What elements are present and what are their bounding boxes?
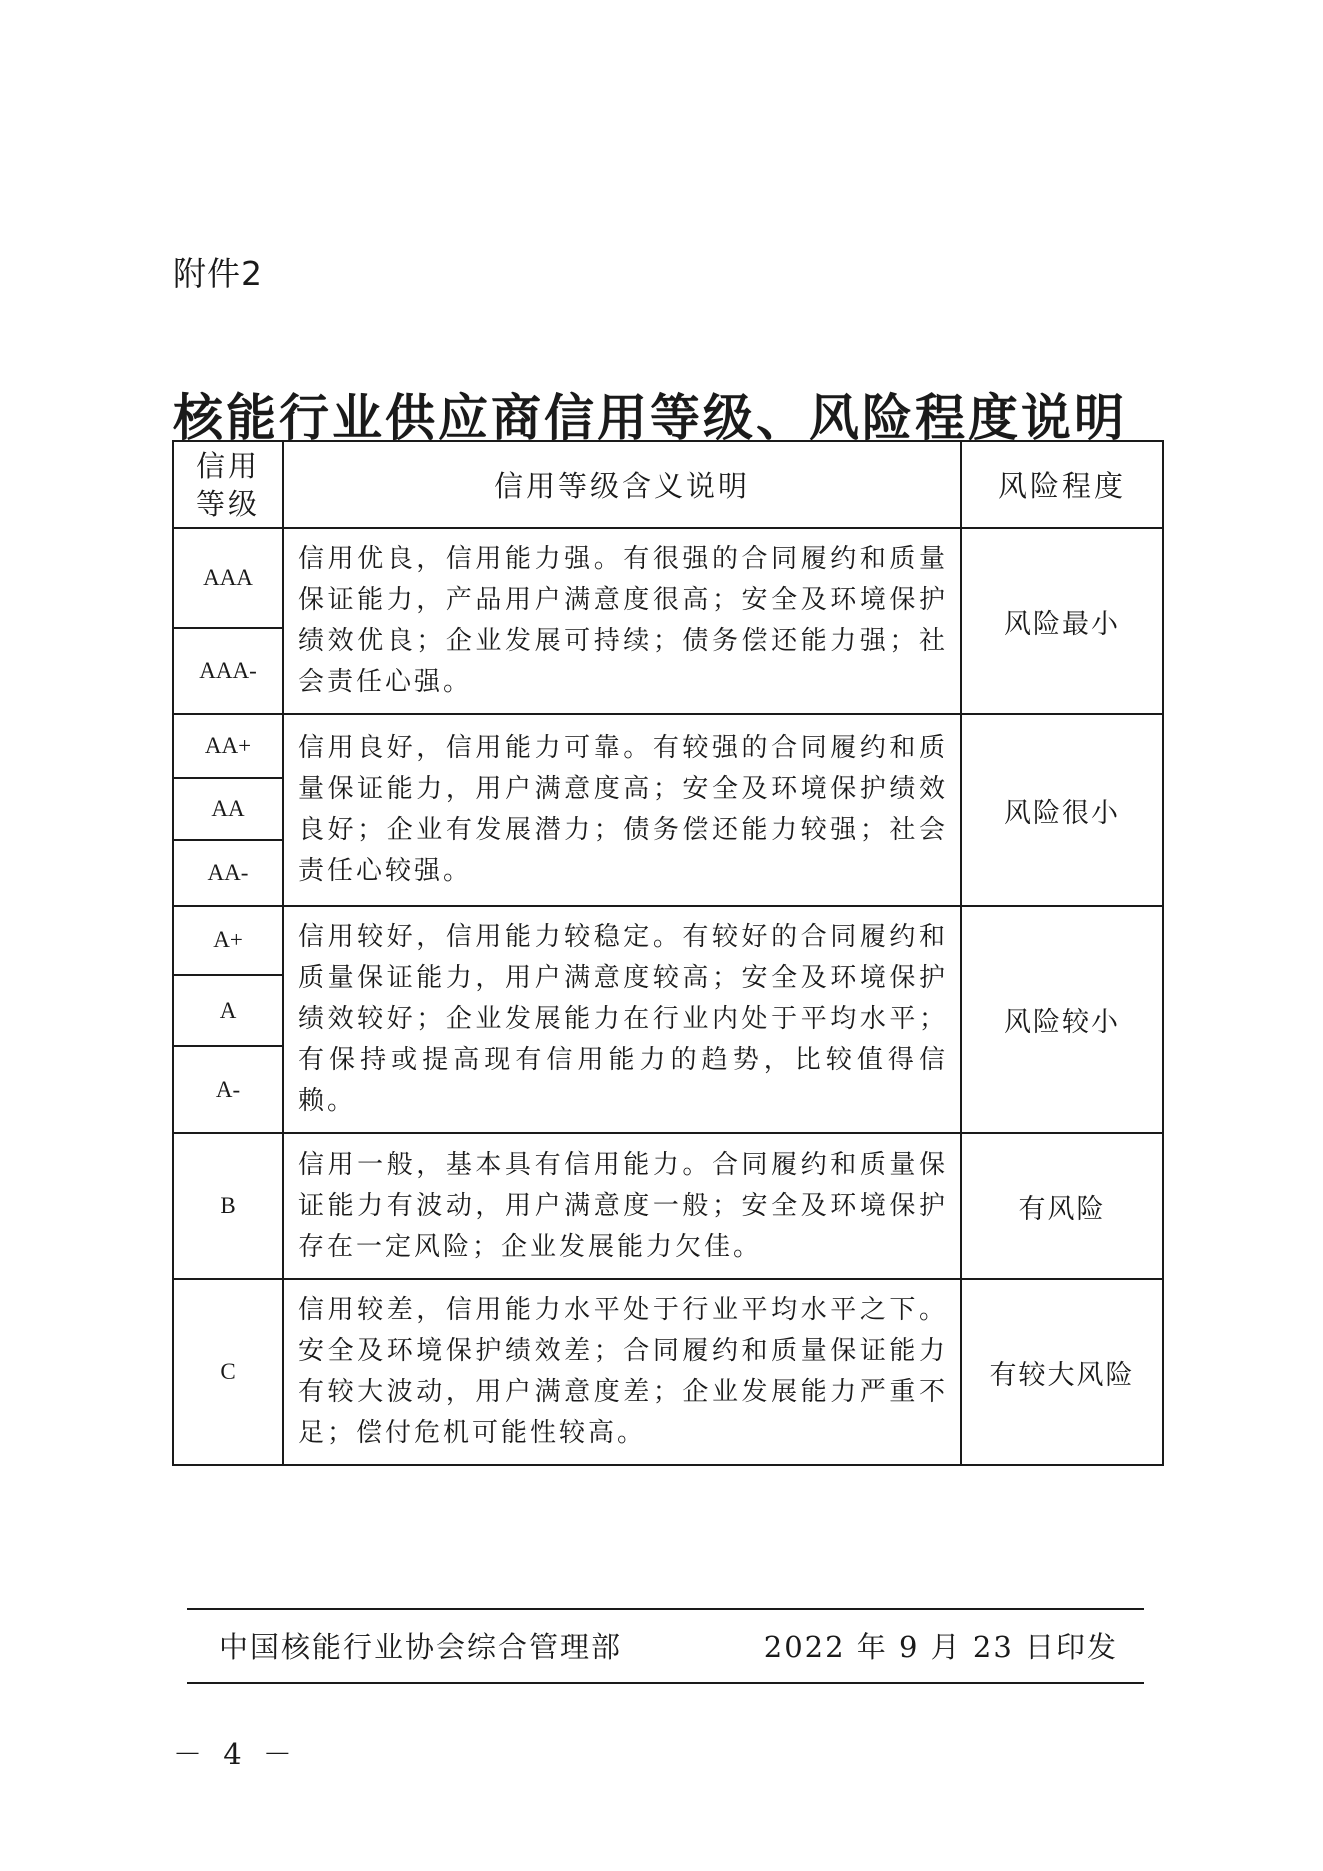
risk-cell: 风险很小 — [961, 714, 1163, 906]
header-description: 信用等级含义说明 — [283, 441, 961, 528]
grade-cell: A — [173, 975, 283, 1046]
risk-cell: 风险较小 — [961, 906, 1163, 1133]
grade-cell: AA+ — [173, 714, 283, 778]
grade-cell: A- — [173, 1046, 283, 1133]
grade-cell: AA — [173, 778, 283, 840]
document-title: 核能行业供应商信用等级、风险程度说明 — [173, 389, 1127, 447]
footer-bottom-rule — [187, 1682, 1144, 1684]
grade-cell: AAA- — [173, 628, 283, 714]
header-grade: 信用 等级 — [173, 441, 283, 528]
description-cell: 信用一般，基本具有信用能力。合同履约和质量保证能力有波动，用户满意度一般；安全及环境保护存在一定风险；企业发展能力欠佳。 — [283, 1133, 961, 1279]
grade-cell: A+ — [173, 906, 283, 975]
grade-cell: C — [173, 1279, 283, 1465]
table-header-row — [173, 441, 1163, 528]
description-cell: 信用优良，信用能力强。有很强的合同履约和质量保证能力，产品用户满意度很高；安全及环境保护绩效优良；企业发展可持续；债务偿还能力强；社会责任心强。 — [283, 528, 961, 714]
table-row — [173, 1279, 1163, 1465]
table-row — [173, 1133, 1163, 1279]
description-cell: 信用良好，信用能力可靠。有较强的合同履约和质量保证能力，用户满意度高；安全及环境保护绩效良好；企业有发展潜力；债务偿还能力较强；社会责任心较强。 — [283, 714, 961, 906]
footer-issuer: 中国核能行业协会综合管理部 — [219, 1630, 623, 1664]
header-risk: 风险程度 — [961, 441, 1163, 528]
description-cell: 信用较差，信用能力水平处于行业平均水平之下。安全及环境保护绩效差；合同履约和质量保证能力有较大波动，用户满意度差；企业发展能力严重不足；偿付危机可能性较高。 — [283, 1279, 961, 1465]
table-row — [173, 906, 1163, 975]
table-row — [173, 714, 1163, 778]
attachment-label: 附件2 — [173, 254, 263, 293]
risk-cell: 风险最小 — [961, 528, 1163, 714]
footer-top-rule — [187, 1608, 1144, 1610]
footer-date: 2022 年 9 月 23 日印发 — [763, 1630, 1118, 1664]
grade-cell: AA- — [173, 840, 283, 906]
credit-grade-table — [172, 440, 1164, 1466]
description-cell: 信用较好，信用能力较稳定。有较好的合同履约和质量保证能力，用户满意度较高；安全及环境保护绩效较好；企业发展能力在行业内处于平均水平；有保持或提高现有信用能力的趋势，比较值得信赖。 — [283, 906, 961, 1133]
table-row — [173, 528, 1163, 628]
risk-cell: 有风险 — [961, 1133, 1163, 1279]
grade-cell: B — [173, 1133, 283, 1279]
grade-cell: AAA — [173, 528, 283, 628]
risk-cell: 有较大风险 — [961, 1279, 1163, 1465]
page-number: － 4 － — [173, 1737, 298, 1771]
